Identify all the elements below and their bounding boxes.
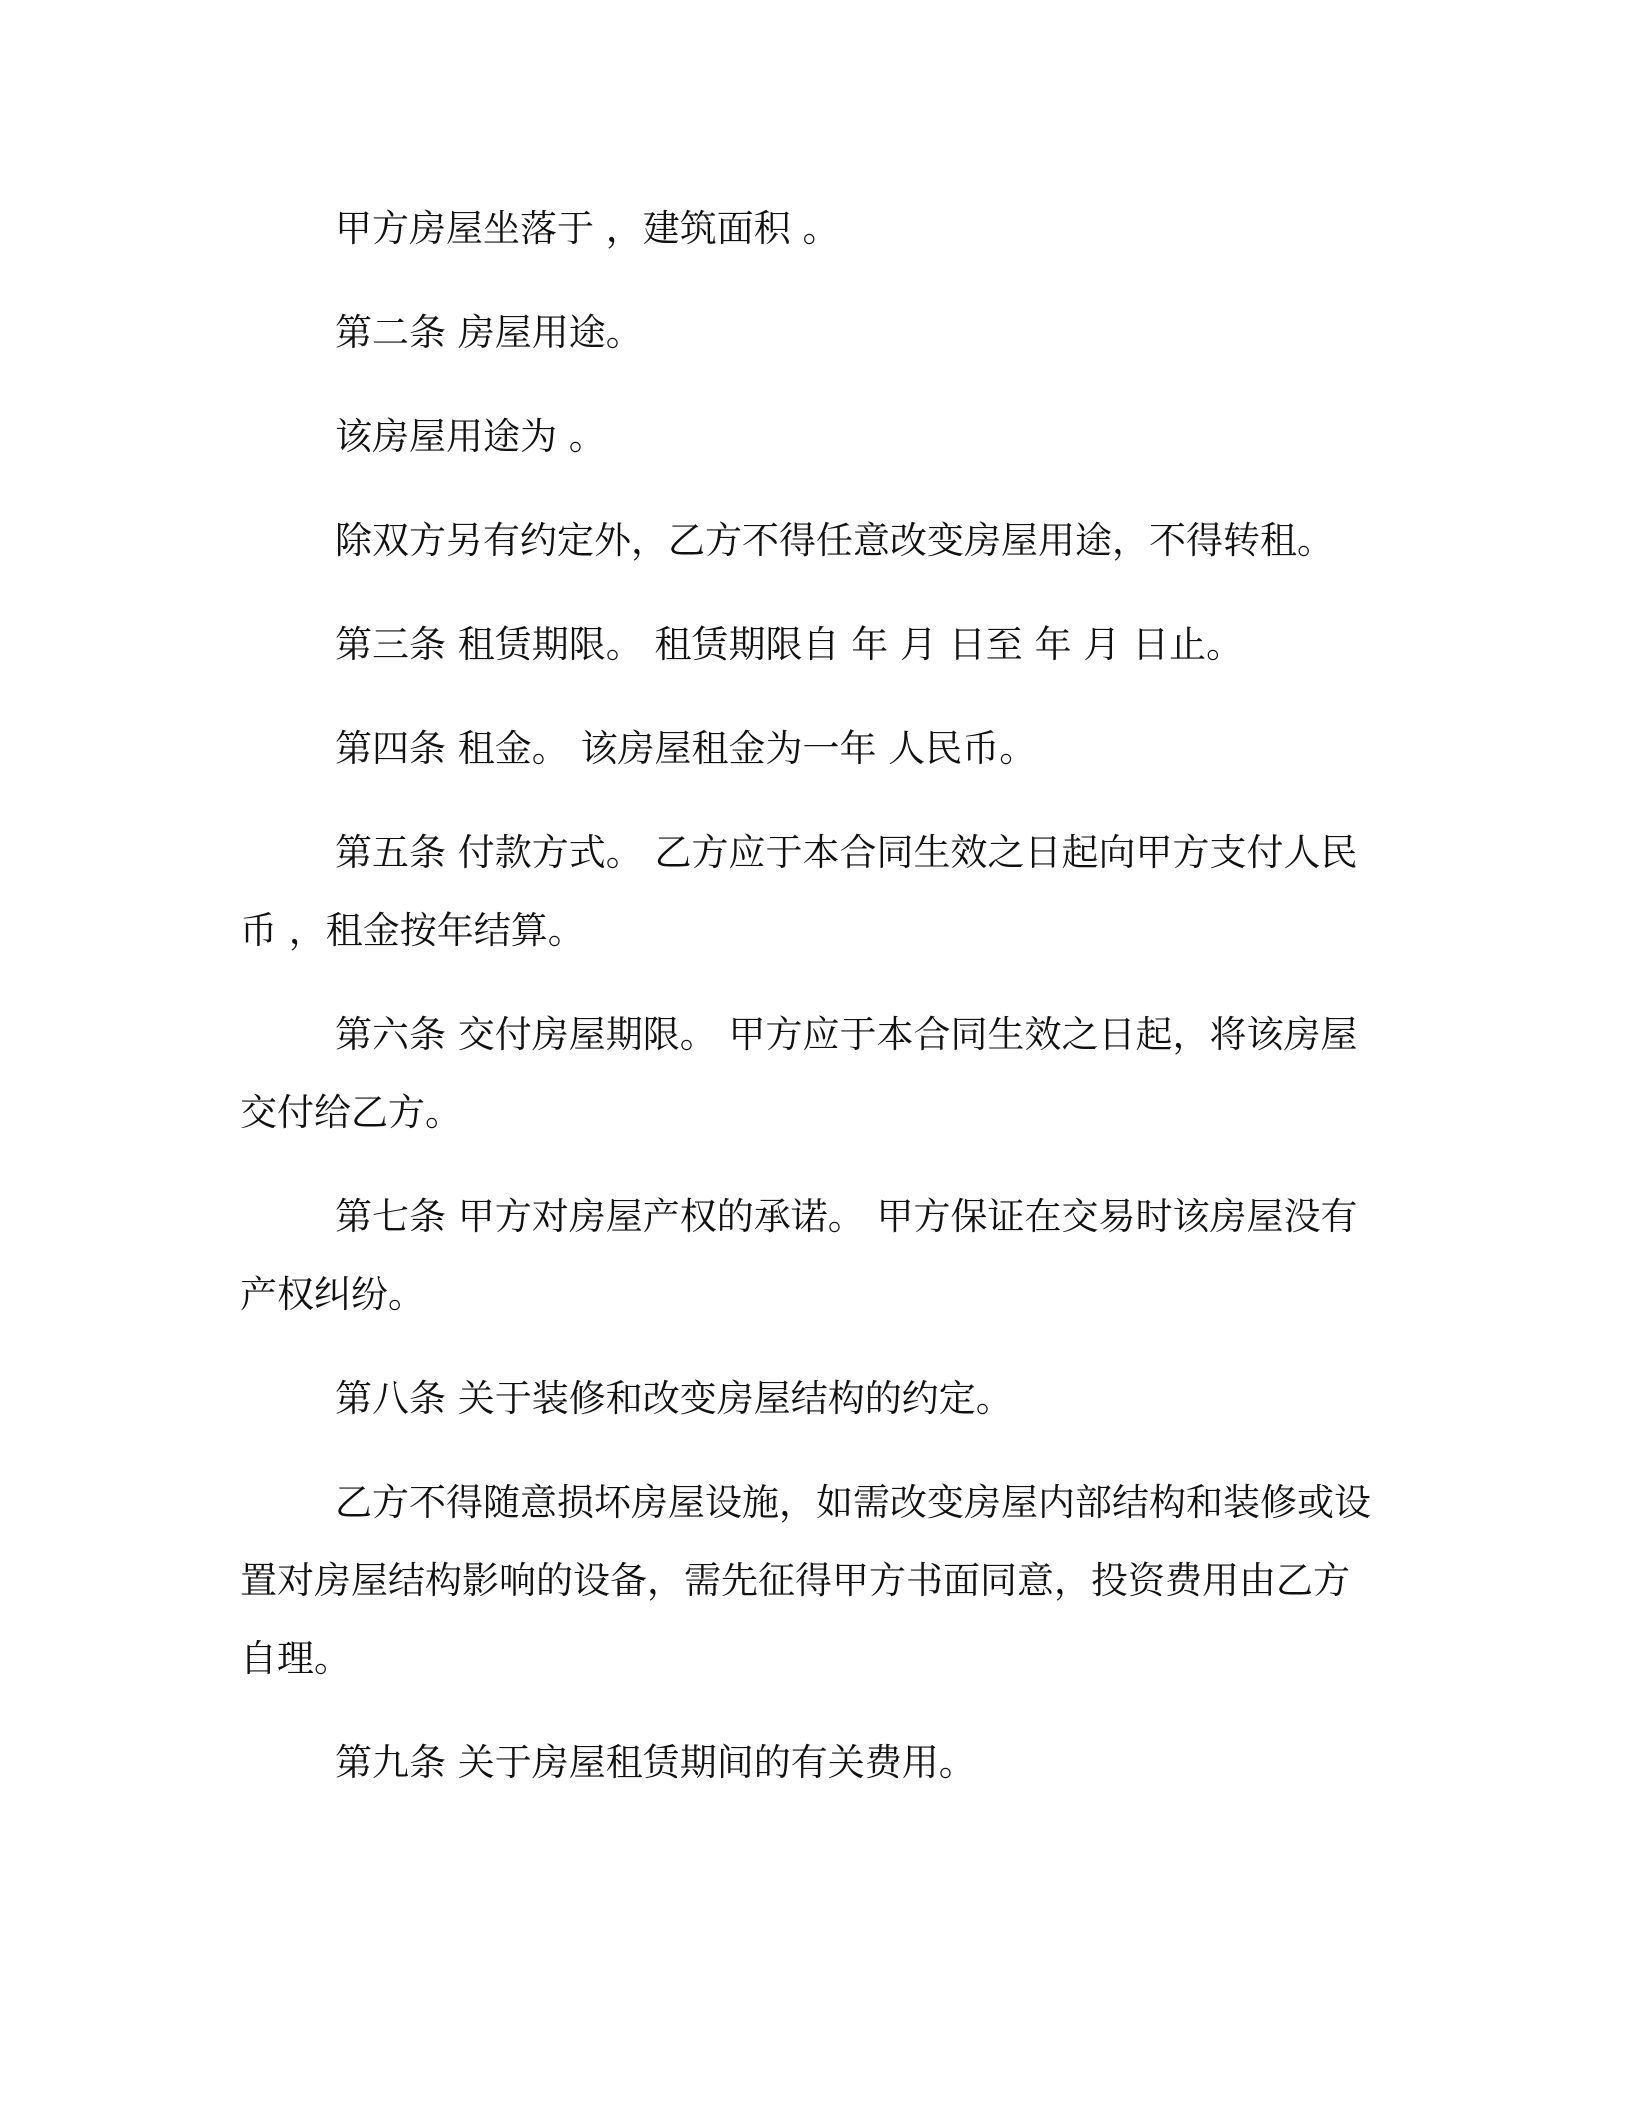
text-line: 第四条 租金。 该房屋租金为一年 人民币。 [335,727,1037,770]
text-line: 第九条 关于房屋租赁期间的有关费用。 [335,1741,976,1784]
text-line: 第五条 付款方式。 乙方应于本合同生效之日起向甲方支付人民 [335,831,1358,874]
text-line: 置对房屋结构影响的设备，需先征得甲方书面同意，投资费用由乙方 [240,1559,1350,1602]
text-line: 自理。 [240,1637,351,1680]
article-7-ownership [240,1178,1400,1334]
article-9-heading [240,1724,1400,1802]
article-4-rent [240,710,1400,788]
text-line: 第六条 交付房屋期限。 甲方应于本合同生效之日起，将该房屋 [335,1013,1358,1056]
text-line: 除双方另有约定外，乙方不得任意改变房屋用途，不得转租。 [335,519,1334,562]
text-line: 第三条 租赁期限。 租赁期限自 年 月 日至 年 月 日止。 [335,623,1244,666]
article-8-heading [240,1360,1400,1438]
text-line: 币 ，租金按年结算。 [240,909,585,952]
paragraph-renovation [240,1464,1400,1698]
text-line: 第二条 房屋用途。 [335,311,643,354]
text-line: 产权纠纷。 [240,1273,425,1316]
text-line: 第八条 关于装修和改变房屋结构的约定。 [335,1377,1013,1420]
document-body [240,190,1400,1802]
text-line: 交付给乙方。 [240,1091,462,1134]
text-line: 乙方不得随意损坏房屋设施，如需改变房屋内部结构和装修或设 [335,1481,1371,1524]
text-line: 甲方房屋坐落于 ，建筑面积 。 [335,207,840,250]
paragraph-no-sublet [240,502,1400,580]
paragraph-property-use [240,398,1400,476]
paragraph-property-location [240,190,1400,268]
article-3-lease-term [240,606,1400,684]
article-2-heading [240,294,1400,372]
article-6-delivery [240,996,1400,1152]
text-line: 第七条 甲方对房屋产权的承诺。 甲方保证在交易时该房屋没有 [335,1195,1358,1238]
text-line: 该房屋用途为 。 [335,415,606,458]
article-5-payment [240,814,1400,970]
